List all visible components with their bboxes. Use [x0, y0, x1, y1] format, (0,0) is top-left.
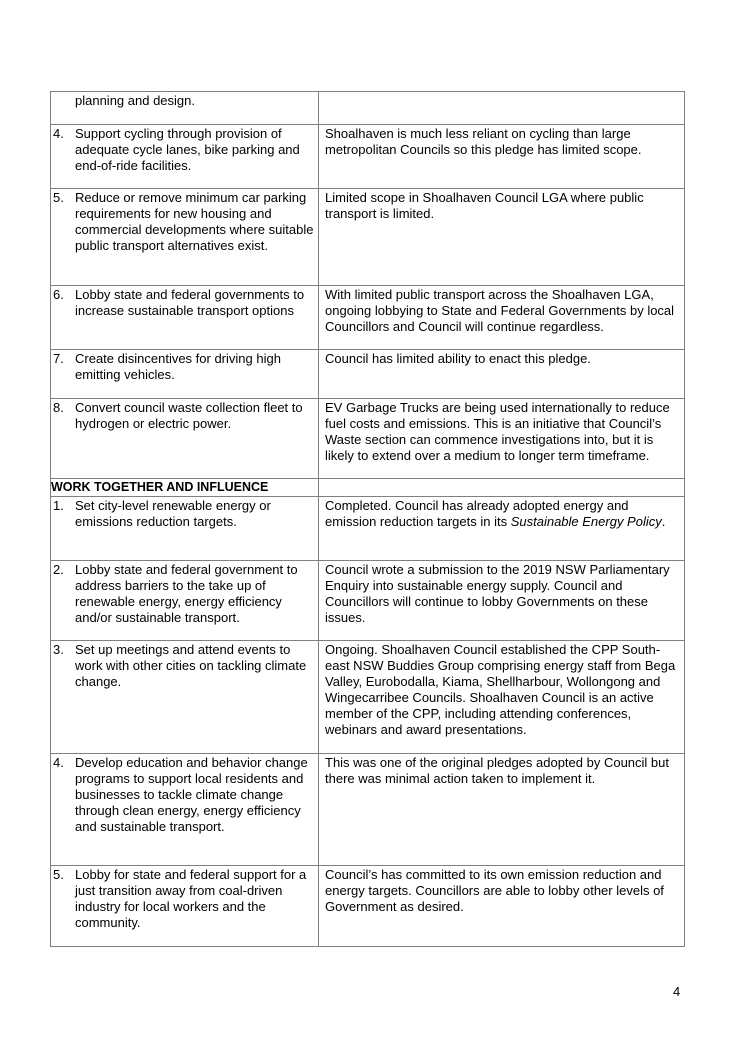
pledge-cell — [51, 497, 319, 561]
section-title: WORK TOGETHER AND INFLUENCE — [51, 479, 319, 497]
table-row — [51, 641, 685, 754]
pledge-text: Lobby for state and federal support for a just transition away from coal-driven industry for local workers and the community. — [75, 867, 307, 930]
pledge-number: 4. — [53, 126, 64, 141]
pledge-cell — [51, 561, 319, 641]
pledge-text: planning and design. — [75, 93, 195, 108]
pledge-number: 4. — [53, 755, 64, 770]
comment-text — [319, 92, 684, 97]
comment-cell — [319, 866, 685, 947]
comment-cell — [319, 189, 685, 286]
comment-cell — [319, 754, 685, 866]
table-row — [51, 350, 685, 399]
comment-text: Shoalhaven is much less reliant on cycling than large metropolitan Councils so this pledge has limited scope. — [325, 126, 642, 157]
pledge-number: 6. — [53, 287, 64, 302]
pledge-text: Set up meetings and attend events to work with other cities on tackling climate change. — [75, 642, 307, 689]
pledge-cell — [51, 754, 319, 866]
comment-text: Limited scope in Shoalhaven Council LGA where public transport is limited. — [325, 190, 644, 221]
pledge-number: 2. — [53, 562, 64, 577]
policy-name: Sustainable Energy Policy — [510, 514, 662, 529]
table-row — [51, 189, 685, 286]
page-number: 4 — [673, 984, 681, 999]
comment-text: This was one of the original pledges adopted by Council but there was minimal action taken to implement it. — [325, 755, 669, 786]
pledge-cell — [51, 641, 319, 754]
comment-text: Council has limited ability to enact this pledge. — [325, 351, 591, 366]
pledge-cell — [51, 866, 319, 947]
table-row — [51, 125, 685, 189]
comment-cell — [319, 92, 685, 125]
table-row — [51, 866, 685, 947]
section-empty-cell — [319, 479, 685, 497]
comment-text-post: . — [661, 514, 666, 529]
pledge-table — [50, 91, 685, 947]
comment-cell — [319, 350, 685, 399]
comment-text: With limited public transport across the Shoalhaven LGA, ongoing lobbying to State and Federal Governments by local Councillors and Council will continue regardless. — [325, 287, 675, 334]
pledge-text: Support cycling through provision of adequate cycle lanes, bike parking and end-of-ride facilities. — [75, 126, 300, 173]
comment-cell — [319, 561, 685, 641]
comment-text — [319, 497, 684, 534]
pledge-cell — [51, 350, 319, 399]
table-row — [51, 754, 685, 866]
comment-text: Council wrote a submission to the 2019 NSW Parliamentary Enquiry into sustainable energy supply. Council and Councillors will continue to lobby Governments on these issues. — [325, 562, 670, 625]
pledge-number — [53, 93, 75, 109]
comment-text: Council’s has committed to its own emission reduction and energy targets. Councillors are able to lobby other levels of Government as desired. — [325, 867, 664, 914]
comment-text: Ongoing. Shoalhaven Council established the CPP South-east NSW Buddies Group comprising energy staff from Bega Valley, Eurobodalla, Kiama, Shellharbour, Wollongong and Wingecarribee Councils. Shoalhaven Council is an active member of the CPP, including attending conferences, webinars and award presentations. — [325, 642, 676, 737]
pledge-text: Convert council waste collection fleet to hydrogen or electric power. — [75, 400, 303, 431]
comment-text: EV Garbage Trucks are being used internationally to reduce fuel costs and emissions. This is an initiative that Council’s Waste section can commence investigations into, but it is likely to extend over a medium to longer term timeframe. — [325, 400, 670, 463]
comment-cell — [319, 286, 685, 350]
pledge-number: 1. — [53, 498, 64, 513]
pledge-number: 5. — [53, 867, 64, 882]
pledge-number: 8. — [53, 400, 64, 415]
pledge-number: 3. — [53, 642, 64, 657]
pledge-cell — [51, 399, 319, 479]
comment-cell — [319, 399, 685, 479]
pledge-text: Lobby state and federal governments to increase sustainable transport options — [75, 287, 305, 318]
pledge-text: Reduce or remove minimum car parking requirements for new housing and commercial developments where suitable public transport alternatives exist. — [75, 190, 314, 253]
pledge-text: Set city-level renewable energy or emissions reduction targets. — [75, 498, 271, 529]
comment-cell — [319, 497, 685, 561]
comment-cell — [319, 125, 685, 189]
pledge-text: Lobby state and federal government to address barriers to the take up of renewable energy, energy efficiency and/or sustainable transport. — [75, 562, 298, 625]
pledge-cell — [51, 125, 319, 189]
table-row — [51, 497, 685, 561]
table-row — [51, 561, 685, 641]
comment-text-pre: Completed. Council has already adopted energy and emission reduction targets in its — [325, 498, 629, 529]
pledge-text: Create disincentives for driving high emitting vehicles. — [75, 351, 281, 382]
pledge-cell — [51, 189, 319, 286]
table-row — [51, 92, 685, 125]
comment-cell — [319, 641, 685, 754]
table-row — [51, 399, 685, 479]
pledge-text: Develop education and behavior change programs to support local residents and businesses to tackle climate change through clean energy, energy efficiency and sustainable transport. — [75, 755, 308, 834]
pledge-number: 5. — [53, 190, 64, 205]
table-row — [51, 286, 685, 350]
pledge-cell — [51, 286, 319, 350]
section-header-row — [51, 479, 685, 497]
pledge-cell — [51, 92, 319, 125]
pledge-number: 7. — [53, 351, 64, 366]
